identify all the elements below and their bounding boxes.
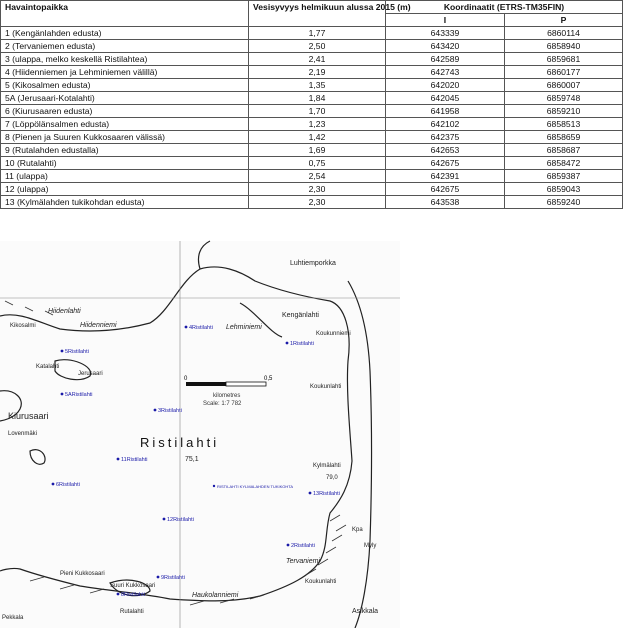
svg-text:12Ristilahti: 12Ristilahti bbox=[167, 517, 194, 523]
name-hiidenlahti: Hiidenlahti bbox=[48, 308, 81, 315]
cell-place: 12 (ulappa) bbox=[1, 183, 249, 196]
name-asikkala: Asikkala bbox=[352, 608, 379, 615]
name-myly: Myly bbox=[364, 543, 377, 549]
svg-text:1Ristilahti: 1Ristilahti bbox=[290, 341, 314, 347]
cell-place: 11 (ulappa) bbox=[1, 170, 249, 183]
point-9 bbox=[157, 575, 185, 581]
table-row bbox=[1, 105, 623, 118]
cell-depth: 2,30 bbox=[249, 183, 386, 196]
svg-text:3Ristilahti: 3Ristilahti bbox=[158, 408, 182, 414]
header-place: Havaintopaikka bbox=[1, 1, 249, 27]
cell-i: 642375 bbox=[386, 131, 505, 144]
table-row bbox=[1, 79, 623, 92]
point-8 bbox=[117, 592, 145, 598]
cell-depth: 1,69 bbox=[249, 144, 386, 157]
lake-name: Ristilahti bbox=[140, 435, 220, 450]
svg-text:RISTILAHTI KYLMALAHDEN TUKIKOH: RISTILAHTI KYLMALAHDEN TUKIKOHTA bbox=[217, 484, 294, 489]
point-6 bbox=[52, 482, 80, 488]
name-pieni-kukkosaari: Pieni Kukkosaari bbox=[60, 571, 105, 577]
point-3 bbox=[154, 408, 182, 414]
name-jerusaari: Jerusaari bbox=[78, 371, 103, 377]
cell-p: 6859387 bbox=[505, 170, 623, 183]
svg-text:9Ristilahti: 9Ristilahti bbox=[161, 575, 185, 581]
cell-i: 643538 bbox=[386, 196, 505, 209]
cell-place: 5 (Kikosalmen edusta) bbox=[1, 79, 249, 92]
name-luhtiemporkka: Luhtiemporkka bbox=[290, 260, 336, 267]
svg-text:11Ristilahti: 11Ristilahti bbox=[121, 457, 148, 463]
table-row bbox=[1, 66, 623, 79]
svg-text:4Ristilahti: 4Ristilahti bbox=[189, 325, 213, 331]
name-kylmalahti: Kylmälahti bbox=[313, 463, 341, 469]
name-pekkala: Pekkala bbox=[2, 615, 24, 621]
cell-depth: 1,84 bbox=[249, 92, 386, 105]
cell-place: 4 (Hiidenniemen ja Lehminiemen välillä) bbox=[1, 66, 249, 79]
scale-half: 0,5 bbox=[264, 376, 273, 382]
cell-depth: 2,54 bbox=[249, 170, 386, 183]
name-haukolanniemi: Haukolanniemi bbox=[192, 592, 239, 599]
cell-i: 642743 bbox=[386, 66, 505, 79]
cell-i: 641958 bbox=[386, 105, 505, 118]
cell-p: 6859210 bbox=[505, 105, 623, 118]
lake-level: 75,1 bbox=[185, 456, 199, 463]
cell-place: 1 (Kengänlahden edusta) bbox=[1, 27, 249, 40]
name-rutalahti: Rutalahti bbox=[120, 609, 144, 615]
name-koukunlahti-south: Koukunlahti bbox=[305, 579, 337, 585]
cell-i: 643420 bbox=[386, 40, 505, 53]
point-11 bbox=[117, 457, 148, 463]
header-p: P bbox=[505, 14, 623, 27]
cell-depth: 1,42 bbox=[249, 131, 386, 144]
cell-p: 6858687 bbox=[505, 144, 623, 157]
svg-text:13Ristilahti: 13Ristilahti bbox=[313, 491, 340, 497]
cell-place: 3 (ulappa, melko keskellä Ristilahtea) bbox=[1, 53, 249, 66]
cell-p: 6858659 bbox=[505, 131, 623, 144]
header-depth: Vesisyvyys helmikuun alussa 2015 (m) bbox=[249, 1, 386, 27]
name-koukunlahti: Koukunlahti bbox=[310, 384, 342, 390]
table-row bbox=[1, 183, 623, 196]
name-kenganlahti: Kengänlahti bbox=[282, 312, 319, 319]
cell-depth: 2,50 bbox=[249, 40, 386, 53]
table-row bbox=[1, 92, 623, 105]
cell-p: 6859681 bbox=[505, 53, 623, 66]
name-kpa: Kpa bbox=[352, 527, 363, 533]
point-1 bbox=[286, 341, 314, 347]
cell-depth: 1,70 bbox=[249, 105, 386, 118]
cell-p: 6858940 bbox=[505, 40, 623, 53]
name-suuri-kukkosaari: Suuri Kukkosaari bbox=[110, 583, 156, 589]
cell-place: 8 (Pienen ja Suuren Kukkosaaren välissä) bbox=[1, 131, 249, 144]
cell-place: 9 (Rutalahden edustalla) bbox=[1, 144, 249, 157]
cell-i: 642653 bbox=[386, 144, 505, 157]
table-row bbox=[1, 40, 623, 53]
cell-i: 642020 bbox=[386, 79, 505, 92]
observation-table bbox=[0, 0, 623, 209]
name-kikosalmi: Kikosalmi bbox=[10, 323, 36, 329]
name-kylmalahti-level: 79,0 bbox=[326, 475, 338, 481]
name-tervaniemi: Tervaniemi bbox=[286, 558, 320, 565]
table-body bbox=[1, 27, 623, 209]
cell-p: 6859240 bbox=[505, 196, 623, 209]
svg-text:5ARistilahti: 5ARistilahti bbox=[65, 392, 93, 398]
name-kiurusaari: Kiurusaari bbox=[8, 411, 49, 421]
cell-depth: 0,75 bbox=[249, 157, 386, 170]
cell-i: 642675 bbox=[386, 183, 505, 196]
cell-depth: 2,19 bbox=[249, 66, 386, 79]
name-koukunniemi: Koukunniemi bbox=[316, 331, 351, 337]
cell-p: 6860177 bbox=[505, 66, 623, 79]
name-katalahti: Katalahti bbox=[36, 364, 60, 370]
cell-depth: 1,35 bbox=[249, 79, 386, 92]
cell-p: 6860114 bbox=[505, 27, 623, 40]
cell-place: 5A (Jerusaari-Kotalahti) bbox=[1, 92, 249, 105]
table-row bbox=[1, 157, 623, 170]
header-coordinates: Koordinaatit (ETRS-TM35FIN) bbox=[386, 1, 623, 14]
svg-text:8Ristilahti: 8Ristilahti bbox=[121, 592, 145, 598]
point-kylmalahti-base bbox=[213, 484, 294, 489]
cell-p: 6859748 bbox=[505, 92, 623, 105]
header-i: I bbox=[386, 14, 505, 27]
point-4 bbox=[185, 325, 213, 331]
point-2 bbox=[287, 543, 315, 549]
table-row bbox=[1, 53, 623, 66]
scale-zero: 0 bbox=[184, 376, 188, 382]
name-hiidenniemi: Hiidenniemi bbox=[80, 322, 117, 329]
point-5a bbox=[61, 392, 93, 398]
svg-text:5Ristilahti: 5Ristilahti bbox=[65, 349, 89, 355]
cell-p: 6858472 bbox=[505, 157, 623, 170]
table-row bbox=[1, 27, 623, 40]
cell-depth: 1,23 bbox=[249, 118, 386, 131]
svg-text:6Ristilahti: 6Ristilahti bbox=[56, 482, 80, 488]
table-row bbox=[1, 170, 623, 183]
table-row bbox=[1, 144, 623, 157]
table-row bbox=[1, 196, 623, 209]
name-lehminiemi: Lehminiemi bbox=[226, 324, 262, 331]
point-13 bbox=[309, 491, 340, 497]
point-12 bbox=[163, 517, 194, 523]
cell-i: 642391 bbox=[386, 170, 505, 183]
cell-p: 6858513 bbox=[505, 118, 623, 131]
cell-place: 6 (Kiurusaaren edusta) bbox=[1, 105, 249, 118]
scale-ratio: Scale: 1:7 782 bbox=[203, 401, 242, 407]
cell-place: 13 (Kylmälahden tukikohdan edusta) bbox=[1, 196, 249, 209]
cell-i: 642675 bbox=[386, 157, 505, 170]
cell-place: 2 (Tervaniemen edusta) bbox=[1, 40, 249, 53]
cell-p: 6859043 bbox=[505, 183, 623, 196]
point-5 bbox=[61, 349, 89, 355]
lake-map bbox=[0, 241, 400, 628]
cell-i: 642102 bbox=[386, 118, 505, 131]
table-header-row bbox=[1, 1, 623, 14]
cell-i: 643339 bbox=[386, 27, 505, 40]
table-row bbox=[1, 131, 623, 144]
cell-p: 6860007 bbox=[505, 79, 623, 92]
cell-i: 642589 bbox=[386, 53, 505, 66]
svg-text:2Ristilahti: 2Ristilahti bbox=[291, 543, 315, 549]
cell-i: 642045 bbox=[386, 92, 505, 105]
name-lovenmaki: Lovenmäki bbox=[8, 431, 38, 437]
cell-depth: 1,77 bbox=[249, 27, 386, 40]
table-row bbox=[1, 118, 623, 131]
cell-place: 7 (Löppölänsalmen edusta) bbox=[1, 118, 249, 131]
cell-depth: 2,30 bbox=[249, 196, 386, 209]
cell-depth: 2,41 bbox=[249, 53, 386, 66]
cell-place: 10 (Rutalahti) bbox=[1, 157, 249, 170]
scale-unit: kilometres bbox=[213, 393, 241, 399]
